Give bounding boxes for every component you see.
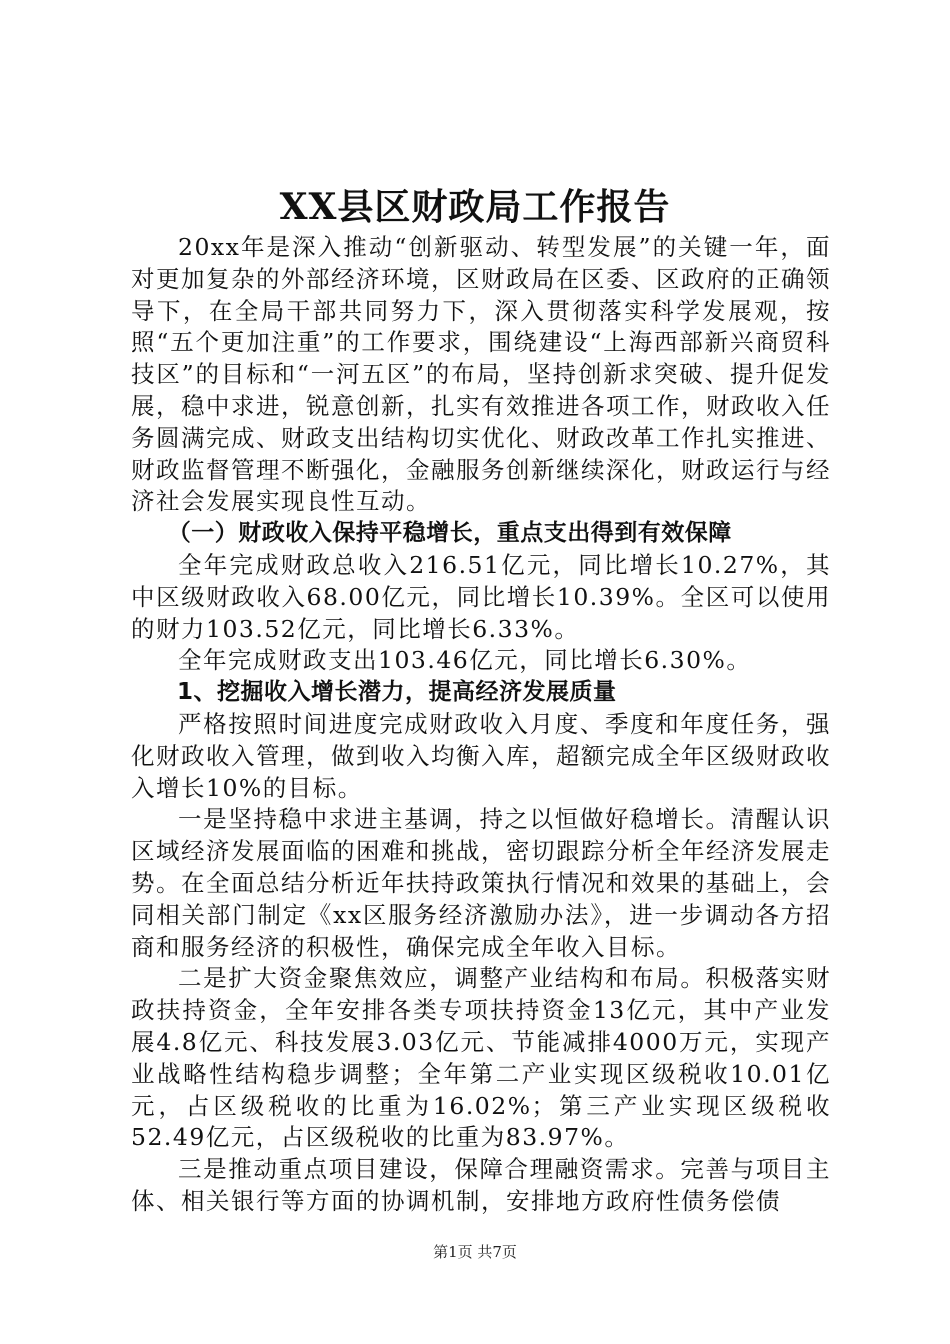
point-three-paragraph: 三是推动重点项目建设，保障合理融资需求。完善与项目主体、相关银行等方面的协调机制，安排地方政府性债务偿债 [131,1155,831,1215]
intro-paragraph: 20xx年是深入推动“创新驱动、转型发展”的关键一年，面对更加复杂的外部经济环境，区财政局在区委、区政府的正确领导下，在全局干部共同努力下，深入贯彻落实科学发展观，按照“五个更加注重”的工作要求，围绕建设“上海西部新兴商贸科技区”的目标和“一河五区”的布局，坚持创新求突破、提升促发展，稳中求进，锐意创新，扎实有效推进各项工作，财政收入任务圆满完成、财政支出结构切实优化、财政改革工作扎实推进、财政监督管理不断强化，金融服务创新继续深化，财政运行与经济社会发展实现良性互动。 [131,233,831,516]
expenditure-paragraph: 全年完成财政支出103.46亿元，同比增长6.30%。 [178,646,752,675]
revenue-paragraph: 全年完成财政总收入216.51亿元，同比增长10.27%，其中区级财政收入68.00亿元，同比增长10.39%。全区可以使用的财力103.52亿元，同比增长6.33%。 [131,550,831,643]
document-title: XX县区财政局工作报告 [279,186,671,228]
income-management-paragraph: 严格按照时间进度完成财政收入月度、季度和年度任务，强化财政收入管理，做到收入均衡入库，超额完成全年区级财政收入增长10%的目标。 [131,709,831,802]
document-body [131,232,831,1218]
subsection-heading-income-growth: 1、挖掘收入增长潜力，提高经济发展质量 [177,679,617,706]
point-two-paragraph: 二是扩大资金聚焦效应，调整产业结构和布局。积极落实财政扶持资金，全年安排各类专项扶持资金13亿元，其中产业发展4.8亿元、科技发展3.03亿元、节能减排4000万元，实现产业战略性结构稳步调整；全年第二产业实现区级税收10.01亿元，占区级税收的比重为16.02%；第三产业实现区级税收52.49亿元，占区级税收的比重为83.97%。 [131,964,831,1152]
section-heading-revenue: （一）财政收入保持平稳增长，重点支出得到有效保障 [167,520,732,547]
point-one-paragraph: 一是坚持稳中求进主基调，持之以恒做好稳增长。清醒认识区域经济发展面临的困难和挑战，密切跟踪分析全年经济发展走势。在全面总结分析近年扶持政策执行情况和效果的基础上，会同相关部门制定《xx区服务经济激励办法》，进一步调动各方招商和服务经济的积极性，确保完成全年收入目标。 [131,805,831,961]
page-number-footer: 第1页 共7页 [433,1243,517,1261]
